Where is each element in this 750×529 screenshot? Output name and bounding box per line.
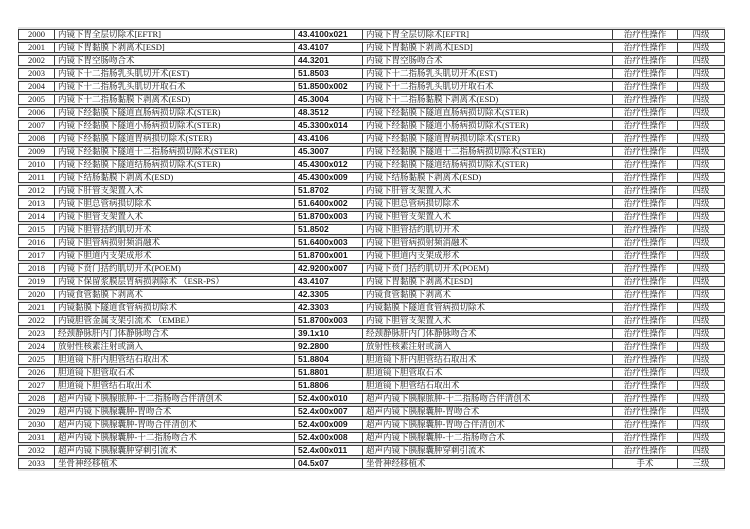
category-cell: 治疗性操作 [613,185,678,196]
standard-name-cell: 超声内镜下胰腺囊肿-十二指肠吻合术 [363,432,613,443]
standard-name-cell: 内镜下胃全层切除术[EFTR] [363,29,613,40]
procedure-name-cell: 内镜下贲门括约肌切开术(POEM) [55,263,295,274]
table-row [18,159,725,170]
grade-level-cell: 四级 [678,302,725,313]
procedure-name-cell: 内镜下肝管支架置入术 [55,185,295,196]
procedure-name-cell: 内镜下结肠黏膜下剥离术(ESD) [55,172,295,183]
table-row [18,302,725,313]
grade-level-cell: 四级 [678,120,725,131]
grade-level-cell: 四级 [678,68,725,79]
row-number-cell: 2014 [18,211,55,222]
procedure-name-cell: 内镜下胆总管病损切除术 [55,198,295,209]
procedure-code-cell: 52.4x00x011 [295,445,363,456]
standard-name-cell: 内镜下十二指肠黏膜下剥离术(ESD) [363,94,613,105]
standard-name-cell: 内镜下经黏膜下隧道结肠病损切除术(STER) [363,159,613,170]
grade-level-cell: 四级 [678,55,725,66]
standard-name-cell: 内镜食管黏膜下剥离术 [363,289,613,300]
grade-level-cell: 四级 [678,445,725,456]
row-number-cell: 2010 [18,159,55,170]
grade-level-cell: 四级 [678,367,725,378]
procedure-name-cell: 内镜下经黏膜下隧道十二指肠病损切除术(STER) [55,146,295,157]
procedure-code-cell: 51.8500x002 [295,81,363,92]
procedure-name-cell: 胆道镜下胆管取石术 [55,367,295,378]
procedure-name-cell: 内镜下保留浆膜层胃病损剥除术 （ESR-PS） [55,276,295,287]
table-row [18,432,725,443]
table-row [18,458,725,469]
table-row [18,406,725,417]
table-row [18,263,725,274]
procedure-code-cell: 45.4300x012 [295,159,363,170]
category-cell: 治疗性操作 [613,211,678,222]
row-number-cell: 2000 [18,29,55,40]
standard-name-cell: 内镜下结肠黏膜下剥离术(ESD) [363,172,613,183]
grade-level-cell: 四级 [678,94,725,105]
category-cell: 治疗性操作 [613,68,678,79]
grade-level-cell: 四级 [678,406,725,417]
grade-level-cell: 四级 [678,224,725,235]
procedure-name-cell: 内镜下胃黏膜下剥离术[ESD] [55,42,295,53]
row-number-cell: 2020 [18,289,55,300]
table-row [18,289,725,300]
row-number-cell: 2017 [18,250,55,261]
row-number-cell: 2008 [18,133,55,144]
standard-name-cell: 内镜下胃空肠吻合术 [363,55,613,66]
procedure-code-cell: 52.4x00x010 [295,393,363,404]
row-number-cell: 2007 [18,120,55,131]
grade-level-cell: 四级 [678,159,725,170]
procedure-name-cell: 超声内镜下胰腺囊肿-胃吻合术 [55,406,295,417]
table-row [18,380,725,391]
grade-level-cell: 四级 [678,393,725,404]
row-number-cell: 2005 [18,94,55,105]
table-row [18,107,725,118]
procedure-name-cell: 内镜下十二指肠乳头肌切开取石术 [55,81,295,92]
grade-level-cell: 四级 [678,432,725,443]
category-cell: 治疗性操作 [613,107,678,118]
table-row [18,185,725,196]
grade-level-cell: 四级 [678,237,725,248]
standard-name-cell: 内镜下经黏膜下隧道小肠病损切除术(STER) [363,120,613,131]
grade-level-cell: 四级 [678,185,725,196]
procedure-name-cell: 内镜下经黏膜下隧道胃病损切除术(STER) [55,133,295,144]
procedure-code-cell: 42.3305 [295,289,363,300]
standard-name-cell: 内镜下胆管支架置入术 [363,315,613,326]
procedure-code-cell: 51.8700x003 [295,211,363,222]
procedure-code-cell: 51.8700x001 [295,250,363,261]
procedure-name-cell: 放射性核素注射或滴入 [55,341,295,352]
procedure-code-cell: 51.8702 [295,185,363,196]
table-row [18,276,725,287]
procedure-name-cell: 内镜下胆管支架置入术 [55,211,295,222]
standard-name-cell: 坐骨神经移植术 [363,458,613,469]
procedure-name-cell: 超声内镜下胰腺囊肿-胃吻合伴清创术 [55,419,295,430]
table-row [18,315,725,326]
row-number-cell: 2006 [18,107,55,118]
row-number-cell: 2033 [18,458,55,469]
standard-name-cell: 内镜黏膜下隧道食管病损切除术 [363,302,613,313]
procedure-name-cell: 超声内镜下胰腺囊肿穿刺引流术 [55,445,295,456]
standard-name-cell: 内镜下十二指肠乳头肌切开术(EST) [363,68,613,79]
grade-level-cell: 四级 [678,107,725,118]
table-row [18,250,725,261]
category-cell: 治疗性操作 [613,289,678,300]
standard-name-cell: 内镜下十二指肠乳头肌切开取石术 [363,81,613,92]
row-number-cell: 2003 [18,68,55,79]
row-number-cell: 2019 [18,276,55,287]
grade-level-cell: 四级 [678,380,725,391]
grade-level-cell: 四级 [678,341,725,352]
grade-level-cell: 三级 [678,458,725,469]
row-number-cell: 2025 [18,354,55,365]
category-cell: 治疗性操作 [613,94,678,105]
procedure-name-cell: 内镜下经黏膜下隧道结肠病损切除术(STER) [55,159,295,170]
category-cell: 治疗性操作 [613,354,678,365]
procedure-name-cell: 经颈静脉肝内门体静脉吻合术 [55,328,295,339]
category-cell: 治疗性操作 [613,55,678,66]
row-number-cell: 2021 [18,302,55,313]
category-cell: 治疗性操作 [613,224,678,235]
grade-level-cell: 四级 [678,328,725,339]
procedure-code-cell: 43.4106 [295,133,363,144]
table-row [18,133,725,144]
procedure-name-cell: 胆道镜下肝内胆管结石取出术 [55,354,295,365]
standard-name-cell: 内镜下胆管病损射频消融术 [363,237,613,248]
category-cell: 治疗性操作 [613,406,678,417]
procedure-code-cell: 39.1x10 [295,328,363,339]
procedure-code-cell: 92.2800 [295,341,363,352]
grade-level-cell: 四级 [678,263,725,274]
standard-name-cell: 内镜下胆总管病损切除术 [363,198,613,209]
row-number-cell: 2026 [18,367,55,378]
table-row [18,367,725,378]
procedure-code-cell: 51.8806 [295,380,363,391]
category-cell: 治疗性操作 [613,42,678,53]
row-number-cell: 2030 [18,419,55,430]
standard-name-cell: 超声内镜下胰腺囊肿穿刺引流术 [363,445,613,456]
procedure-code-cell: 42.9200x007 [295,263,363,274]
procedure-code-cell: 43.4100x021 [295,29,363,40]
standard-name-cell: 超声内镜下胰腺脓肿-十二指肠吻合伴清创术 [363,393,613,404]
procedure-code-cell: 48.3512 [295,107,363,118]
category-cell: 治疗性操作 [613,237,678,248]
standard-name-cell: 内镜下经黏膜下隧道胃病损切除术(STER) [363,133,613,144]
procedure-code-cell: 43.4107 [295,42,363,53]
standard-name-cell: 内镜下贲门括约肌切开术(POEM) [363,263,613,274]
category-cell: 治疗性操作 [613,146,678,157]
grade-level-cell: 四级 [678,133,725,144]
row-number-cell: 2022 [18,315,55,326]
row-number-cell: 2009 [18,146,55,157]
grade-level-cell: 四级 [678,250,725,261]
table-row [18,42,725,53]
procedure-name-cell: 内镜下经黏膜下隧道直肠病损切除术(STER) [55,107,295,118]
procedure-code-cell: 51.8502 [295,224,363,235]
procedure-name-cell: 内镜黏膜下隧道食管病损切除术 [55,302,295,313]
procedure-grade-table [18,27,725,471]
table-row [18,237,725,248]
table-row [18,120,725,131]
procedure-code-cell: 52.4x00x007 [295,406,363,417]
procedure-code-cell: 43.4107 [295,276,363,287]
table-row [18,94,725,105]
category-cell: 治疗性操作 [613,81,678,92]
table-row [18,29,725,40]
procedure-code-cell: 52.4x00x009 [295,419,363,430]
procedure-name-cell: 胆道镜下胆管结石取出术 [55,380,295,391]
row-number-cell: 2013 [18,198,55,209]
procedure-code-cell: 52.4x00x008 [295,432,363,443]
procedure-name-cell: 超声内镜下胰腺脓肿-十二指肠吻合伴清创术 [55,393,295,404]
table-row [18,68,725,79]
procedure-name-cell: 内镜下十二指肠黏膜下剥离术(ESD) [55,94,295,105]
category-cell: 治疗性操作 [613,133,678,144]
row-number-cell: 2011 [18,172,55,183]
category-cell: 治疗性操作 [613,302,678,313]
row-number-cell: 2028 [18,393,55,404]
grade-level-cell: 四级 [678,198,725,209]
procedure-code-cell: 51.8804 [295,354,363,365]
category-cell: 治疗性操作 [613,432,678,443]
table-row [18,419,725,430]
standard-name-cell: 内镜下经黏膜下隧道十二指肠病损切除术(STER) [363,146,613,157]
grade-level-cell: 四级 [678,276,725,287]
category-cell: 治疗性操作 [613,250,678,261]
row-number-cell: 2015 [18,224,55,235]
category-cell: 治疗性操作 [613,276,678,287]
procedure-code-cell: 51.6400x002 [295,198,363,209]
procedure-name-cell: 内镜下胆管病损射频消融术 [55,237,295,248]
grade-level-cell: 四级 [678,172,725,183]
table-row [18,393,725,404]
category-cell: 治疗性操作 [613,29,678,40]
category-cell: 治疗性操作 [613,393,678,404]
procedure-code-cell: 45.4300x009 [295,172,363,183]
procedure-name-cell: 内镜胆管金属支架引流术 （EMBE） [55,315,295,326]
row-number-cell: 2027 [18,380,55,391]
standard-name-cell: 内镜下经黏膜下隧道直肠病损切除术(STER) [363,107,613,118]
procedure-code-cell: 51.6400x003 [295,237,363,248]
procedure-name-cell: 内镜下胃空肠吻合术 [55,55,295,66]
procedure-name-cell: 超声内镜下胰腺囊肿-十二指肠吻合术 [55,432,295,443]
procedure-code-cell: 51.8801 [295,367,363,378]
row-number-cell: 2031 [18,432,55,443]
grade-level-cell: 四级 [678,81,725,92]
table-row [18,341,725,352]
standard-name-cell: 内镜下胆管括约肌切开术 [363,224,613,235]
table-row [18,172,725,183]
category-cell: 治疗性操作 [613,315,678,326]
grade-level-cell: 四级 [678,42,725,53]
row-number-cell: 2024 [18,341,55,352]
standard-name-cell: 内镜下胆道内支架成形术 [363,250,613,261]
category-cell: 治疗性操作 [613,198,678,209]
procedure-code-cell: 45.3007 [295,146,363,157]
row-number-cell: 2029 [18,406,55,417]
standard-name-cell: 胆道镜下胆管取石术 [363,367,613,378]
standard-name-cell: 内镜下肝管支架置入术 [363,185,613,196]
table-row [18,211,725,222]
row-number-cell: 2002 [18,55,55,66]
table-row [18,354,725,365]
row-number-cell: 2012 [18,185,55,196]
row-number-cell: 2001 [18,42,55,53]
standard-name-cell: 超声内镜下胰腺囊肿-胃吻合伴清创术 [363,419,613,430]
grade-level-cell: 四级 [678,289,725,300]
procedure-code-cell: 04.5x07 [295,458,363,469]
row-number-cell: 2032 [18,445,55,456]
table-row [18,55,725,66]
standard-name-cell: 内镜下胃黏膜下剥离术[ESD] [363,42,613,53]
table-row [18,224,725,235]
standard-name-cell: 放射性核素注射或滴入 [363,341,613,352]
standard-name-cell: 内镜下胃黏膜下剥离术[ESD] [363,276,613,287]
table-row [18,198,725,209]
category-cell: 治疗性操作 [613,328,678,339]
table-row [18,146,725,157]
grade-level-cell: 四级 [678,29,725,40]
row-number-cell: 2018 [18,263,55,274]
procedure-code-cell: 42.3303 [295,302,363,313]
category-cell: 治疗性操作 [613,172,678,183]
procedure-name-cell: 内镜下胆道内支架成形术 [55,250,295,261]
category-cell: 治疗性操作 [613,263,678,274]
category-cell: 治疗性操作 [613,419,678,430]
row-number-cell: 2004 [18,81,55,92]
category-cell: 治疗性操作 [613,120,678,131]
procedure-name-cell: 坐骨神经移植术 [55,458,295,469]
procedure-code-cell: 45.3004 [295,94,363,105]
table-row [18,328,725,339]
procedure-code-cell: 51.8503 [295,68,363,79]
procedure-name-cell: 内镜下十二指肠乳头肌切开术(EST) [55,68,295,79]
procedure-name-cell: 内镜下经黏膜下隧道小肠病损切除术(STER) [55,120,295,131]
grade-level-cell: 四级 [678,211,725,222]
row-number-cell: 2016 [18,237,55,248]
standard-name-cell: 超声内镜下胰腺囊肿-胃吻合术 [363,406,613,417]
table-row [18,445,725,456]
grade-level-cell: 四级 [678,419,725,430]
grade-level-cell: 四级 [678,354,725,365]
procedure-code-cell: 45.3300x014 [295,120,363,131]
category-cell: 治疗性操作 [613,367,678,378]
category-cell: 治疗性操作 [613,341,678,352]
grade-level-cell: 四级 [678,146,725,157]
standard-name-cell: 胆道镜下肝内胆管结石取出术 [363,354,613,365]
procedure-code-cell: 51.8700x003 [295,315,363,326]
grade-level-cell: 四级 [678,315,725,326]
category-cell: 治疗性操作 [613,445,678,456]
table-row [18,81,725,92]
standard-name-cell: 胆道镜下胆管结石取出术 [363,380,613,391]
row-number-cell: 2023 [18,328,55,339]
category-cell: 手术 [613,458,678,469]
standard-name-cell: 经颈静脉肝内门体静脉吻合术 [363,328,613,339]
procedure-code-cell: 44.3201 [295,55,363,66]
procedure-name-cell: 内镜下胆管括约肌切开术 [55,224,295,235]
category-cell: 治疗性操作 [613,380,678,391]
standard-name-cell: 内镜下胆管支架置入术 [363,211,613,222]
procedure-name-cell: 内镜食管黏膜下剥离术 [55,289,295,300]
procedure-name-cell: 内镜下胃全层切除术[EFTR] [55,29,295,40]
category-cell: 治疗性操作 [613,159,678,170]
